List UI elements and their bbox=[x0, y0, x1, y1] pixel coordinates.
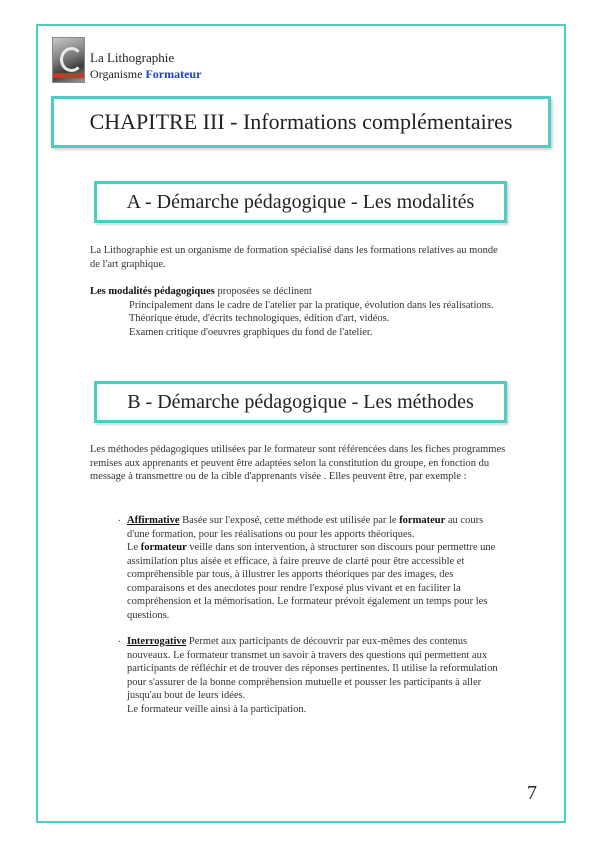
affirmative-p2-a: Le bbox=[127, 542, 141, 553]
organisation-header bbox=[90, 50, 201, 82]
affirmative-text-a: Basée sur l'exposé, cette méthode est utilisée par le bbox=[179, 515, 400, 526]
interrogative-paragraph-2: Le formateur veille ainsi à la participation. bbox=[127, 703, 307, 715]
affirmative-p2-formateur: formateur bbox=[140, 542, 187, 553]
organisation-name: La Lithographie bbox=[90, 50, 175, 65]
page-number: 7 bbox=[527, 782, 537, 804]
affirmative-text-c: au cours d'une formation, pour les réalisations ou pour les apports théoriques. bbox=[127, 515, 484, 540]
affirmative-method bbox=[127, 514, 507, 622]
section-a-intro: La Lithographie est un organisme de formation spécialisé dans les formations relatives au monde de l'art graphique. bbox=[90, 245, 498, 270]
affirmative-label: Affirmative bbox=[127, 515, 180, 526]
logo-strip bbox=[53, 73, 84, 78]
affirmative-bullet: . bbox=[118, 513, 121, 524]
affirmative-paragraph-1 bbox=[127, 514, 507, 541]
interrogative-label: Interrogative bbox=[127, 636, 187, 647]
section-b-intro: Les méthodes pédagogiques utilisées par le formateur sont référencées dans les fiches programmes remises aux apprenants et peuvent être adaptées selon la constitution du groupe, en fonction du message à transmettre ou de la cible d'apprenants visée . Elles peuvent être, par exemple : bbox=[90, 444, 506, 482]
interrogative-method bbox=[127, 635, 507, 716]
organisation-subtitle bbox=[90, 66, 201, 82]
affirmative-paragraph-2 bbox=[127, 541, 507, 622]
modalites-item: Examen critique d'oeuvres graphiques du fond de l'atelier. bbox=[129, 326, 373, 338]
modalites-item: Théorique étude, d'écrits technologiques, édition d'art, vidéos. bbox=[129, 313, 390, 324]
logo-swirl-icon bbox=[60, 47, 83, 72]
chapter-title: CHAPITRE III - Informations complémentaires bbox=[51, 96, 551, 148]
modalites-rest: proposées se déclinent bbox=[214, 286, 312, 297]
modalites-heading bbox=[90, 285, 510, 299]
modalites-item: Principalement dans le cadre de l'atelier par la pratique, évolution dans les réalisations. bbox=[129, 299, 494, 311]
affirmative-p2-c: veille dans son intervention, à structurer son discours pour permettre une assimilation plus aisée et efficace, à faire preuve de clarté pour être accessible et compréhensible par tous, à illustrer les apports théoriques par des images, des comparaisons et des anecdotes pour rendre l'exposé plus vivant et en faciliter la compréhension et la mémorisation. Le formateur prévoit également un temps pour les questions. bbox=[127, 542, 496, 621]
organisation-subtitle-prefix: Organisme bbox=[90, 67, 146, 81]
section-b-title: B - Démarche pédagogique - Les méthodes bbox=[94, 381, 507, 423]
lithographie-logo bbox=[52, 37, 85, 83]
modalites-label: Les modalités pédagogiques bbox=[90, 286, 215, 297]
section-a-modalites bbox=[90, 285, 510, 339]
section-a-title: A - Démarche pédagogique - Les modalités bbox=[94, 181, 507, 223]
interrogative-bullet: . bbox=[118, 634, 121, 645]
interrogative-text: Permet aux participants de découvrir par eux-mêmes des contenus nouveaux. Le formateur transmet un savoir à travers des questions qui permettent aux participants de réfléchir et de trouver des réponses pertinentes. Il utilise la reformulation pour s'assurer de la bonne compréhension mutuelle et pousser les participants à aller jusqu'au bout de leurs idées. bbox=[127, 636, 498, 701]
interrogative-paragraph-1 bbox=[127, 635, 507, 703]
affirmative-formateur: formateur bbox=[399, 515, 446, 526]
organisation-subtitle-accent: Formateur bbox=[145, 67, 202, 81]
